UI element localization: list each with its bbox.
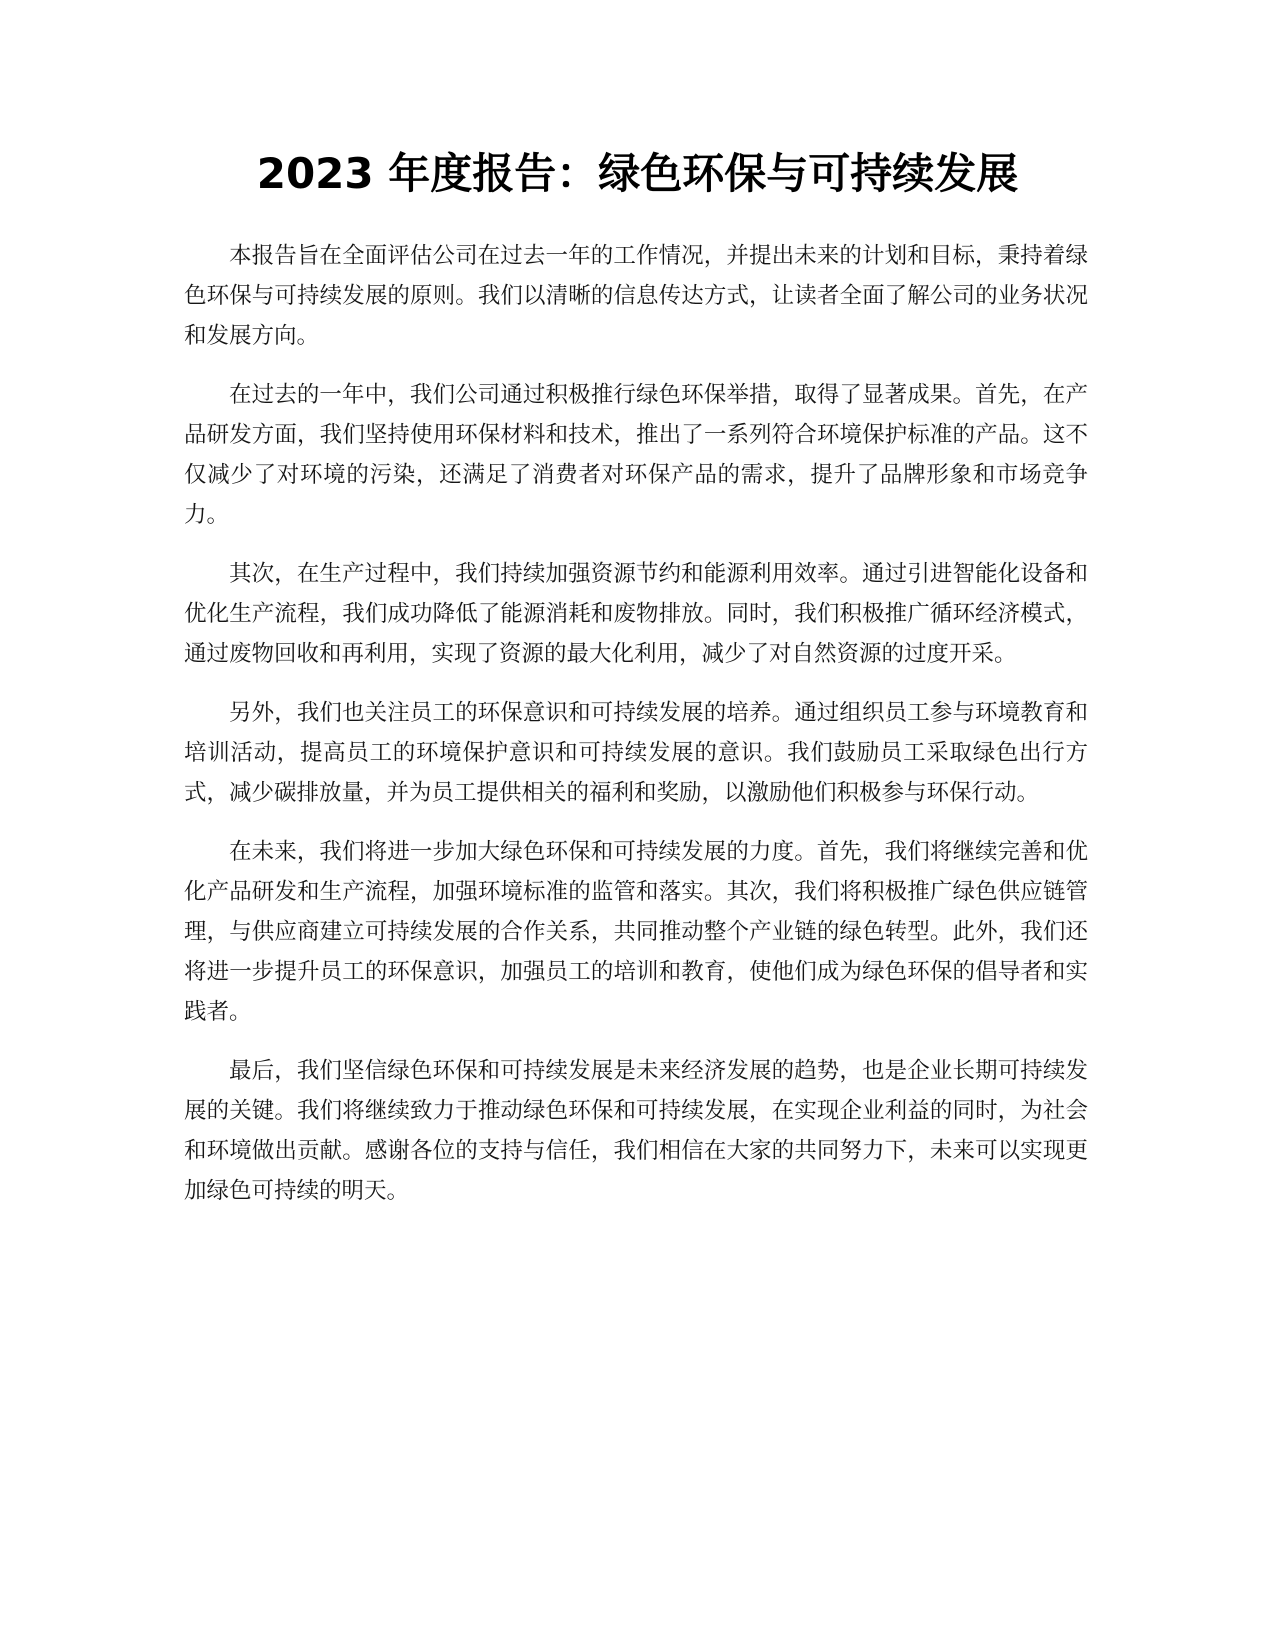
- paragraph-achievements: 在过去的一年中，我们公司通过积极推行绿色环保举措，取得了显著成果。首先，在产品研发方面，我们坚持使用环保材料和技术，推出了一系列符合环境保护标准的产品。这不仅减少了对环境的污染，还满足了消费者对环保产品的需求，提升了品牌形象和市场竞争力。: [184, 382, 1088, 528]
- paragraph-future: 在未来，我们将进一步加大绿色环保和可持续发展的力度。首先，我们将继续完善和优化产品研发和生产流程，加强环境标准的监管和落实。其次，我们将积极推广绿色供应链管理，与供应商建立可持续发展的合作关系，共同推动整个产业链的绿色转型。此外，我们还将进一步提升员工的环保意识，加强员工的培训和教育，使他们成为绿色环保的倡导者和实践者。: [184, 839, 1088, 1025]
- paragraph-employees: 另外，我们也关注员工的环保意识和可持续发展的培养。通过组织员工参与环境教育和培训活动，提高员工的环境保护意识和可持续发展的意识。我们鼓励员工采取绿色出行方式，减少碳排放量，并为员工提供相关的福利和奖励，以激励他们积极参与环保行动。: [184, 700, 1088, 806]
- paragraph-conclusion: 最后，我们坚信绿色环保和可持续发展是未来经济发展的趋势，也是企业长期可持续发展的关键。我们将继续致力于推动绿色环保和可持续发展，在实现企业利益的同时，为社会和环境做出贡献。感谢各位的支持与信任，我们相信在大家的共同努力下，未来可以实现更加绿色可持续的明天。: [184, 1058, 1088, 1204]
- document-title: 2023 年度报告：绿色环保与可持续发展: [256, 149, 1019, 198]
- paragraph-intro: 本报告旨在全面评估公司在过去一年的工作情况，并提出未来的计划和目标，秉持着绿色环保与可持续发展的原则。我们以清晰的信息传达方式，让读者全面了解公司的业务状况和发展方向。: [184, 243, 1088, 349]
- paragraph-production: 其次，在生产过程中，我们持续加强资源节约和能源利用效率。通过引进智能化设备和优化生产流程，我们成功降低了能源消耗和废物排放。同时，我们积极推广循环经济模式，通过废物回收和再利用，实现了资源的最大化利用，减少了对自然资源的过度开采。: [184, 561, 1088, 667]
- document-body: [184, 236, 1088, 1230]
